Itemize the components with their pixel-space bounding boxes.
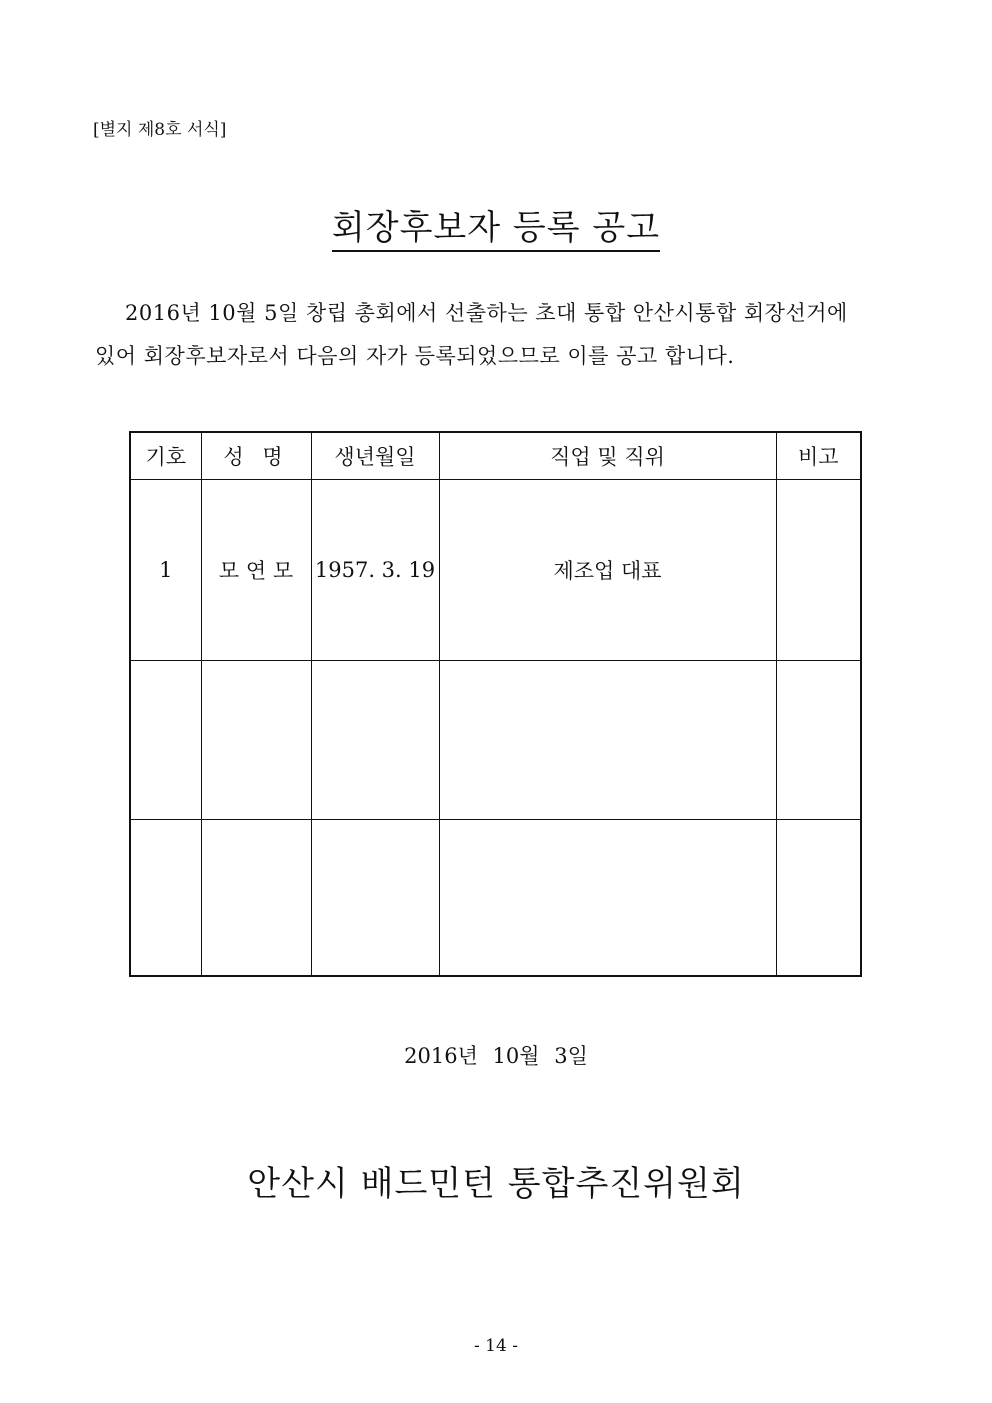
cell-number xyxy=(130,660,201,819)
cell-birthdate xyxy=(311,819,439,976)
cell-name: 모 연 모 xyxy=(201,479,311,660)
cell-birthdate: 1957. 3. 19 xyxy=(311,479,439,660)
form-label: [별지 제8호 서식] xyxy=(93,120,227,140)
cell-number: 1 xyxy=(130,479,201,660)
cell-remarks xyxy=(776,479,861,660)
cell-number xyxy=(130,819,201,976)
header-name: 성 명 xyxy=(201,432,311,479)
table-header-row xyxy=(130,432,861,479)
cell-name xyxy=(201,660,311,819)
cell-occupation: 제조업 대표 xyxy=(439,479,776,660)
cell-birthdate xyxy=(311,660,439,819)
page-title xyxy=(0,205,992,251)
page-title-text: 회장후보자 등록 공고 xyxy=(332,208,660,252)
notice-date: 2016년 10월 3일 xyxy=(404,1044,588,1068)
header-remarks: 비고 xyxy=(776,432,861,479)
cell-name xyxy=(201,819,311,976)
notice-body-line-1: 2016년 10월 5일 창립 총회에서 선출하는 초대 통합 안산시통합 회장선거에 xyxy=(125,301,848,325)
notice-body-line-2: 있어 회장후보자로서 다음의 자가 등록되었으므로 이를 공고 합니다. xyxy=(95,344,735,368)
notice-body xyxy=(95,292,895,378)
header-birthdate: 생년월일 xyxy=(311,432,439,479)
table-row xyxy=(130,479,861,660)
table-row xyxy=(130,819,861,976)
header-number: 기호 xyxy=(130,432,201,479)
table-row xyxy=(130,660,861,819)
organization-name: 안산시 배드민턴 통합추진위원회 xyxy=(247,1164,745,1204)
cell-occupation xyxy=(439,819,776,976)
cell-occupation xyxy=(439,660,776,819)
cell-remarks xyxy=(776,660,861,819)
header-occupation: 직업 및 직위 xyxy=(439,432,776,479)
page-number: - 14 - xyxy=(474,1336,518,1356)
candidate-table xyxy=(129,431,862,977)
cell-remarks xyxy=(776,819,861,976)
